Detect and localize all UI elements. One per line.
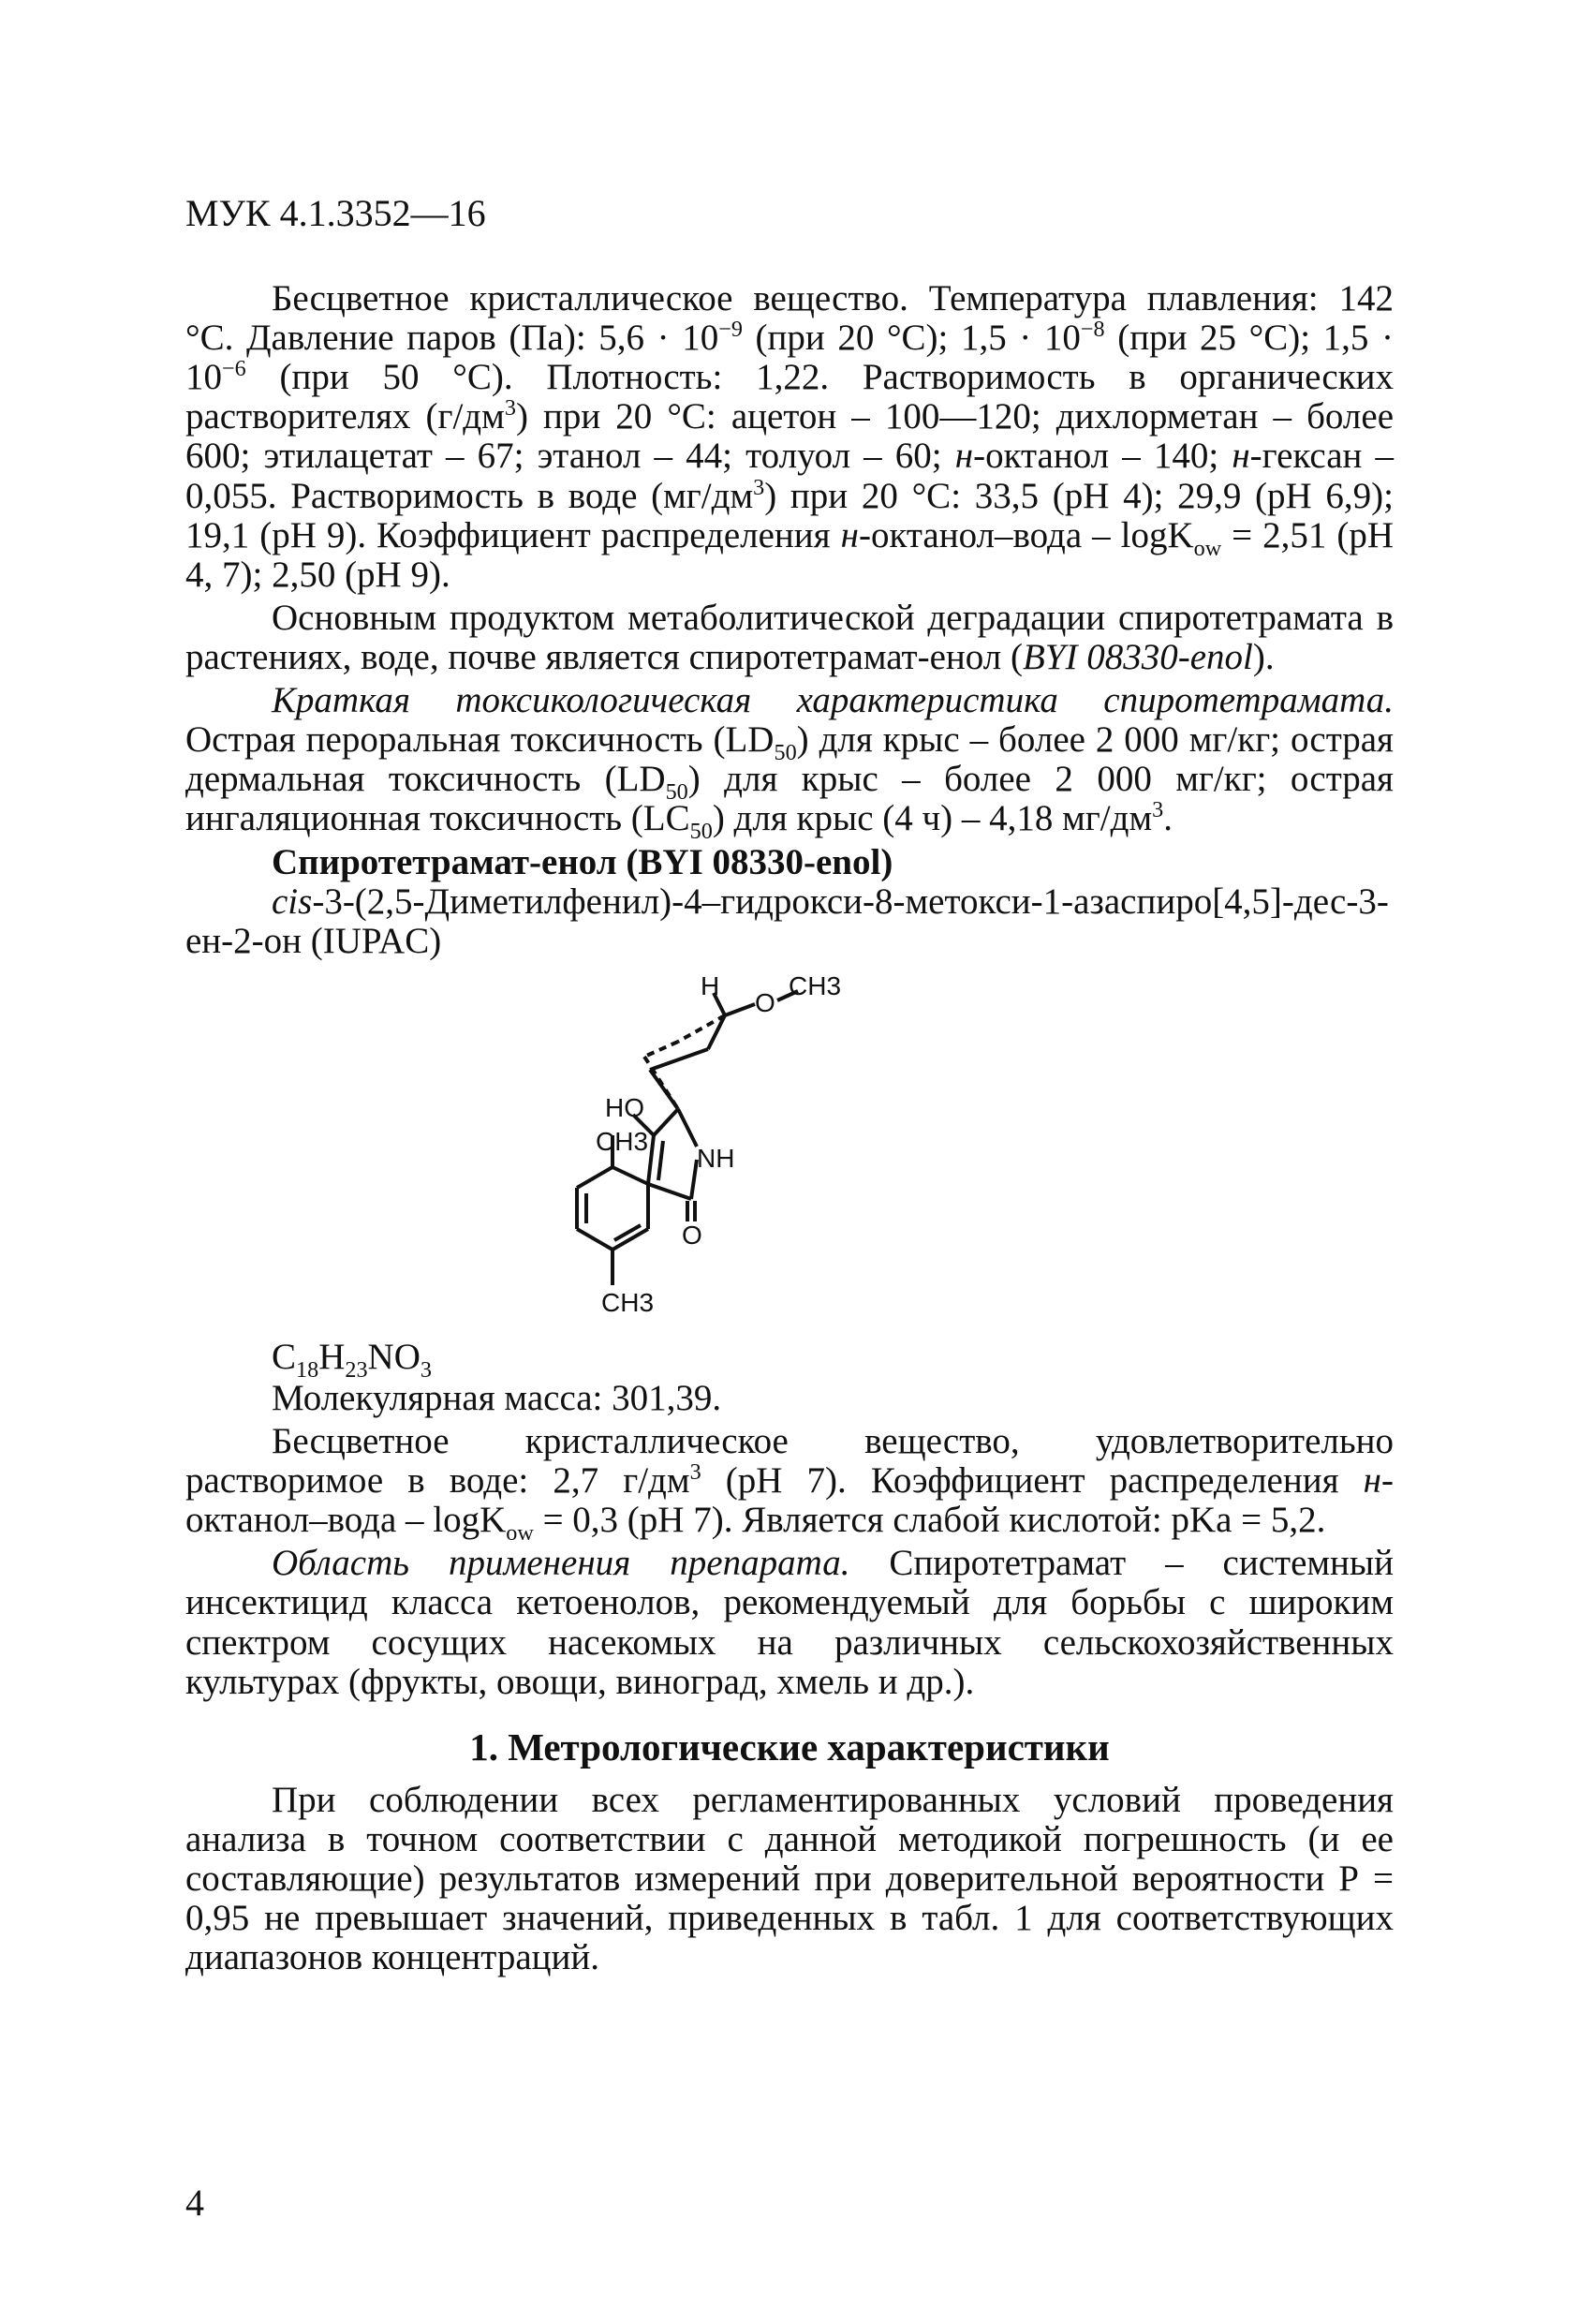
bond-dashed (644, 1042, 678, 1057)
bond (577, 1167, 613, 1188)
bond (654, 1109, 678, 1135)
paragraph-physical-properties: Бесцветное кристаллическое вещество. Температура плавления: 142 °С. Давление паров (Па): $5,6 \cdot 10^{-9}$ (при 20 °С); $1,5 \cdot 10^{-8}$ (при 25 °С); $1,5 \cdot 10^{-6}$ (при 50 °С). Плотность: 1,22. Растворимость в органических растворителях $(г/дм^3)$ при 20 °С: ацетон – 100—120; дихлорметан – более 600; этилацетат – 67; этанол – 44; толуол – 60; н-октанол – 140; н-гексан – 0,055. Растворимость в воде $(мг/дм^3)$ при 20 °С: 33,5 (pH 4); 29,9 (pH 6,9); 19,1 (pH 9). Коэффициент распределения н-октанол–вода – logK$_{ow}$ = 2,51 (pH 4, 7); 2,50 (pH 9). (185, 278, 1395, 595)
atom-label: CH3 (789, 970, 842, 1000)
paragraph-enol-properties: Бесцветное кристаллическое вещество, удовлетворительно растворимое в воде: 2,7 $г/дм^3$ (pH 7). Коэффициент распределения н-октанол–вода – logK$_{ow}$ = 0,3 (pH 7). Является слабой кислотой: pKa = 5,2. (185, 1420, 1394, 1546)
molecular-formula: $C_{18}H_{23}NO_3$ (272, 1336, 432, 1383)
paragraph-toxicology: Краткая токсикологическая характеристика спиротетрамата. Острая пероральная токсичность $(LD_{50})$ для крыс – более 2 000 мг/кг; острая дермальная токсичность $(LD_{50})$ для крыс – более 2 000 мг/кг; острая ингаляционная токсичность $(LC_{50})$ для крыс (4 ч) – 4,18 $мг/дм^3$. (185, 680, 1394, 845)
bond (650, 1049, 708, 1070)
bond (658, 1141, 663, 1180)
bond (648, 1135, 654, 1184)
bond (614, 1225, 641, 1240)
section-heading: 1. Метрологические характеристики (469, 1724, 1110, 1769)
document-code: МУК 4.1.3352—16 (185, 192, 486, 234)
structural-formula (568, 967, 849, 1369)
atom-label: O (755, 987, 775, 1017)
atom-label: HO (605, 1092, 644, 1122)
structure-block (185, 967, 1394, 1383)
paragraph-metabolite: Основным продуктом метаболитической деградации спиротетрамата в растениях, воде, почве является спиротетрамат-енол (BYI 08330-enol). (185, 597, 1394, 677)
bond (648, 1184, 691, 1199)
bond (725, 1004, 755, 1015)
bond (678, 1109, 697, 1147)
atom-label: CH3 (596, 1126, 649, 1156)
paragraph-application: Область применения препарата. Спиротетрамат – системный инсектицид класса кетоенолов, рекомендуемый для борьбы с широким спектром сосущих насекомых на различных сельскохозяйственных культурах (фрукты, овощи, виноград, хмель и др.). (185, 1543, 1394, 1702)
bond (577, 1229, 613, 1250)
atom-label: H (701, 970, 720, 1000)
page-number: 4 (185, 2182, 204, 2224)
atom-label: NH (697, 1143, 735, 1173)
molar-mass: Молекулярная масса: 301,39. (272, 1377, 722, 1418)
paragraph-metrology: При соблюдении всех регламентированных условий проведения анализа в точном соответствии с данной методикой погрешность (и ее составляющие) результатов измерений при доверительной вероятности Р = 0,95 не превышает значений, приведенных в табл. 1 для соответствующих диапазонов концентраций. (185, 1780, 1394, 1978)
iupac-name: cis-3-(2,5-Диметилфенил)-4–гидрокси-8-метокси-1-азаспиро[4,5]-дес-3-ен-2-он (IUPAC) (185, 881, 1389, 961)
atom-label: CH3 (601, 1287, 655, 1317)
heading-enol: Спиротетрамат-енол (BYI 08330-enol) (272, 841, 893, 882)
bond (613, 1167, 648, 1184)
document-body (185, 279, 1394, 1978)
atom-label: O (682, 1220, 702, 1250)
bond (708, 1015, 725, 1049)
